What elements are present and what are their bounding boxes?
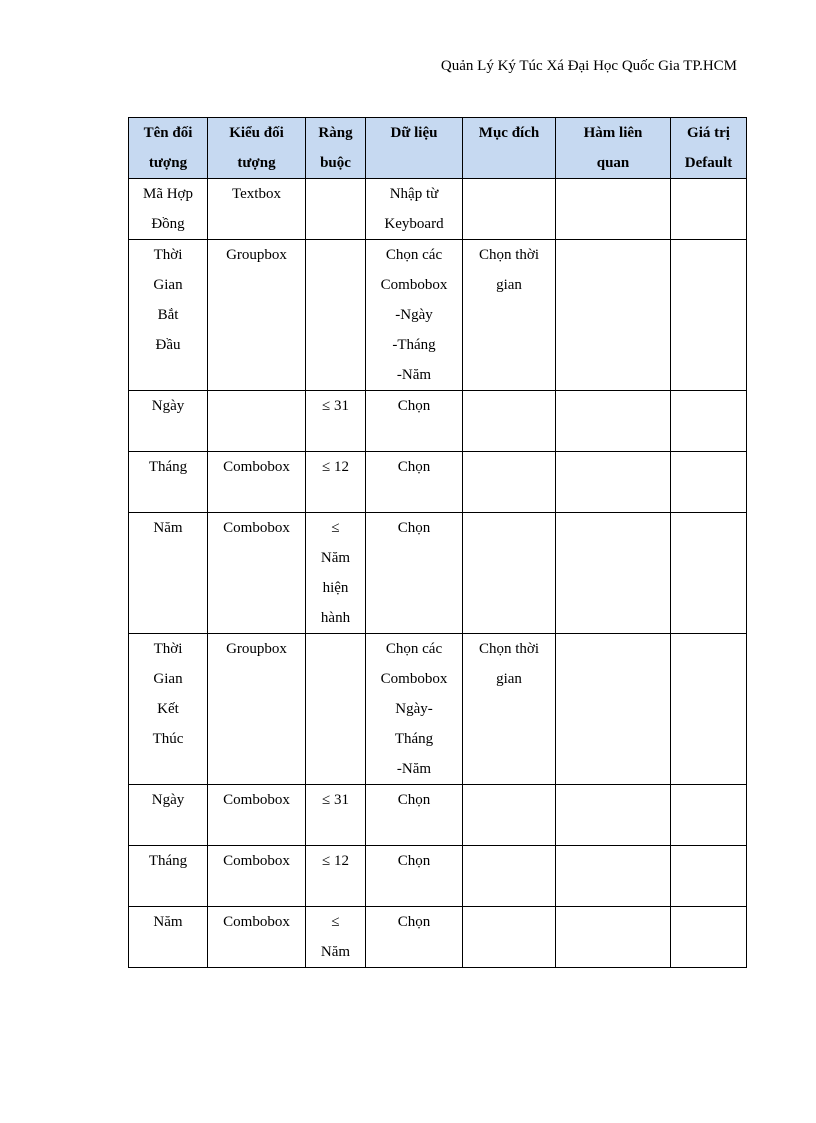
table-row	[129, 240, 747, 391]
table-cell	[463, 240, 556, 391]
table-cell	[366, 240, 463, 391]
table-cell	[671, 179, 747, 240]
cell-text: Bắt	[157, 307, 179, 323]
table-row	[129, 634, 747, 785]
header-cell-text: Kiểu đối	[229, 125, 284, 141]
table-cell	[671, 846, 747, 907]
cell-text: Nhập từ	[389, 186, 439, 202]
table-cell	[671, 452, 747, 513]
table-cell	[306, 634, 366, 785]
cell-text: gian	[496, 671, 522, 687]
table-cell	[671, 391, 747, 452]
table-cell	[208, 179, 306, 240]
table-cell	[306, 785, 366, 846]
table-row	[129, 452, 747, 513]
table-cell	[463, 634, 556, 785]
table-cell	[366, 785, 463, 846]
cell-text: Combobox	[223, 853, 290, 869]
table-cell	[366, 513, 463, 634]
cell-text: -Ngày	[395, 307, 433, 323]
header-cell-column-function	[556, 118, 671, 179]
table-cell	[556, 785, 671, 846]
table-cell	[129, 391, 208, 452]
table-cell	[129, 846, 208, 907]
cell-text: Đầu	[155, 337, 181, 353]
table-cell	[129, 179, 208, 240]
cell-text: Keyboard	[384, 216, 444, 232]
cell-text: Groupbox	[226, 247, 287, 263]
cell-text: -Tháng	[392, 337, 436, 353]
header-cell-text: quan	[596, 155, 630, 171]
table-cell	[463, 846, 556, 907]
cell-text: Chọn	[397, 459, 431, 475]
table-cell	[556, 391, 671, 452]
cell-text: Gian	[153, 277, 183, 293]
cell-text: Combobox	[223, 914, 290, 930]
table-cell	[208, 634, 306, 785]
table-cell	[366, 179, 463, 240]
cell-text: hành	[320, 610, 351, 626]
cell-text: Tháng	[148, 853, 188, 869]
cell-text: ≤ 31	[322, 398, 349, 414]
header-cell-text: Dữ liệu	[390, 125, 438, 141]
header-cell-text: Ràng	[318, 125, 353, 141]
table-cell	[306, 240, 366, 391]
cell-text: Năm	[153, 520, 183, 536]
cell-text: Chọn thời	[478, 247, 540, 263]
table-cell	[208, 513, 306, 634]
cell-text: Chọn	[397, 914, 431, 930]
cell-text: Chọn các	[385, 641, 443, 657]
cell-text: ≤ 12	[322, 853, 349, 869]
table-cell	[463, 513, 556, 634]
cell-text: Combobox	[223, 520, 290, 536]
cell-text: -Năm	[396, 761, 432, 777]
cell-text: ≤	[331, 914, 340, 930]
cell-text: ≤	[331, 520, 340, 536]
table-cell	[556, 179, 671, 240]
header-cell-text: Hàm liên	[583, 125, 643, 141]
table-row	[129, 907, 747, 968]
cell-text: Combobox	[380, 671, 448, 687]
table-cell	[208, 907, 306, 968]
cell-text: Groupbox	[226, 641, 287, 657]
table-cell	[463, 391, 556, 452]
table-cell	[556, 907, 671, 968]
table-cell	[208, 391, 306, 452]
cell-text: Mã Hợp	[142, 186, 193, 202]
cell-text: Combobox	[380, 277, 448, 293]
table-row	[129, 391, 747, 452]
table-cell	[306, 179, 366, 240]
cell-text: Combobox	[223, 792, 290, 808]
header-cell-column-purpose	[463, 118, 556, 179]
table-cell	[556, 846, 671, 907]
header-cell-column-default	[671, 118, 747, 179]
table-cell	[306, 391, 366, 452]
table-cell	[306, 452, 366, 513]
table-cell	[556, 240, 671, 391]
table-cell	[463, 907, 556, 968]
header-cell-column-data	[366, 118, 463, 179]
table-cell	[556, 634, 671, 785]
table-cell	[463, 785, 556, 846]
table-cell	[366, 391, 463, 452]
table-header-row	[129, 118, 747, 179]
table-cell	[671, 634, 747, 785]
table-cell	[208, 240, 306, 391]
table-cell	[671, 907, 747, 968]
object-spec-table	[128, 117, 747, 968]
table-cell	[366, 907, 463, 968]
cell-text: Kết	[157, 701, 179, 717]
table-cell	[129, 907, 208, 968]
header-cell-column-constraint	[306, 118, 366, 179]
table-cell	[129, 240, 208, 391]
cell-text: Textbox	[232, 186, 281, 202]
table-cell	[129, 513, 208, 634]
table-row	[129, 179, 747, 240]
cell-text: Chọn	[397, 398, 431, 414]
table-cell	[306, 907, 366, 968]
cell-text: Tháng	[148, 459, 188, 475]
header-cell-text: tượng	[237, 155, 276, 171]
cell-text: hiện	[322, 580, 349, 596]
cell-text: Thời	[153, 247, 183, 263]
header-cell-column-name	[129, 118, 208, 179]
table-body	[129, 179, 747, 968]
table-cell	[463, 179, 556, 240]
cell-text: Thúc	[152, 731, 184, 747]
table-cell	[208, 846, 306, 907]
table-cell	[306, 513, 366, 634]
cell-text: Chọn	[397, 853, 431, 869]
cell-text: Ngày-	[395, 701, 433, 717]
cell-text: Năm	[153, 914, 183, 930]
cell-text: Chọn	[397, 792, 431, 808]
cell-text: gian	[496, 277, 522, 293]
cell-text: -Năm	[396, 367, 432, 383]
cell-text: Năm	[320, 550, 351, 566]
table-cell	[129, 634, 208, 785]
table-cell	[208, 452, 306, 513]
cell-text: Thời	[153, 641, 183, 657]
cell-text: Chọn	[397, 520, 431, 536]
table-cell	[671, 785, 747, 846]
cell-text: Ngày	[151, 792, 185, 808]
cell-text: Combobox	[223, 459, 290, 475]
header-cell-text: Mục đích	[478, 125, 540, 141]
table-cell	[671, 240, 747, 391]
table-cell	[671, 513, 747, 634]
table-cell	[129, 452, 208, 513]
cell-text: Chọn các	[385, 247, 443, 263]
table-cell	[366, 634, 463, 785]
cell-text: Chọn thời	[478, 641, 540, 657]
table-cell	[129, 785, 208, 846]
header-cell-column-type	[208, 118, 306, 179]
table-cell	[306, 846, 366, 907]
cell-text: ≤ 12	[322, 459, 349, 475]
header-cell-text: buộc	[320, 155, 351, 171]
cell-text: Năm	[320, 944, 351, 960]
table-cell	[208, 785, 306, 846]
cell-text: Đồng	[151, 216, 185, 232]
cell-text: Tháng	[394, 731, 434, 747]
header-cell-text: Tên đối	[143, 125, 193, 141]
header-cell-text: tượng	[148, 155, 188, 171]
table-cell	[463, 452, 556, 513]
table-cell	[556, 513, 671, 634]
table-row	[129, 513, 747, 634]
table-cell	[366, 452, 463, 513]
cell-text: Gian	[153, 671, 183, 687]
header-cell-text: Default	[684, 155, 733, 171]
cell-text: Ngày	[151, 398, 185, 414]
table-row	[129, 785, 747, 846]
table-row	[129, 846, 747, 907]
header-cell-text: Giá trị	[687, 125, 730, 141]
cell-text: ≤ 31	[322, 792, 349, 808]
table-cell	[556, 452, 671, 513]
table-cell	[366, 846, 463, 907]
page-header: Quản Lý Ký Túc Xá Đại Học Quốc Gia TP.HCM	[440, 58, 737, 74]
